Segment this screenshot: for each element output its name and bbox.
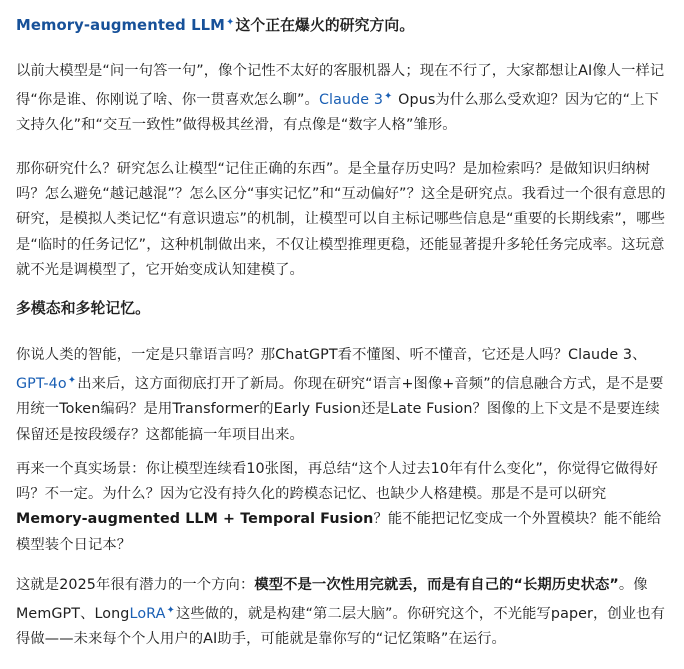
paragraph-text: Opus为什么那么受欢迎？因为它的“上下文持久化”和“交互一致性”做得极其丝滑，有点像是“数字人格”雏形。 [16,92,659,134]
section-heading-multimodal: 多模态和多轮记忆。 [16,300,151,317]
paragraph-text: ？能不能把记忆变成一个外置模块？能不能给模型装个日记本？ [16,511,662,553]
gpt-4o-link[interactable]: GPT-4o [16,376,67,393]
paragraph-text: 这些做的，就是构建“第二层大脑”。你研究这个，不光能写paper，创业也有得做——未来每个个人用户的AI助手，可能就是靠你写的“记忆策略”在运行。 [16,606,665,648]
sparkle-icon: ✦ [225,17,235,28]
claude-3-link[interactable]: Claude 3 [318,92,384,109]
memory-augmented-llm-link[interactable]: Memory-augmented LLM [16,17,225,34]
paragraph-research [16,157,666,283]
section-heading-memory [16,10,414,39]
paragraph-text: 以前大模型是“问一句答一句”，像个记性不太好的客服机器人；现在不行了，大家都想让AI像人一样记得“你是谁、你刚说了啥、你一贯喜欢怎么聊”。 [16,63,665,109]
paragraph-text: 。像MemGPT、Long [16,577,648,623]
sparkle-icon: ✦ [166,605,175,617]
lora-link[interactable]: LoRA [129,606,166,623]
paragraph-text: 这就是2025年很有潜力的一个方向： [16,577,255,593]
paragraph-text: 再来一个真实场景：你让模型连续看10张图，再总结“这个人过去10年有什么变化”，你觉得它做得好吗？不一定。为什么？因为它没有持久化的跨模态记忆、也缺少人格建模。那是不是可以研究 [16,461,659,503]
paragraph-text: 那你研究什么？研究怎么让模型“记住正确的东西”。是全量存历史吗？是加检索吗？是做知识归纳树吗？怎么避免“越记越混”？怎么区分“事实记忆”和“互动偏好”？这全是研究点。我看过一个很有意思的研究，是模拟人类记忆“有意识遗忘”的机制，让模型可以自主标记哪些信息是“重要的长期线索”，哪些是“临时的任务记忆”，这种机制做出来，不仅让模型推理更稳，还能显著提升多轮任务完成率。这玩意就不光是调模型了，它开始变成认知建模了。 [16,161,666,278]
paragraph-direction [16,573,666,653]
sparkle-icon: ✦ [67,375,77,387]
bold-phrase: 模型不是一次性用完就丢，而是有自己的“长期历史状态” [254,577,619,593]
bold-phrase: Memory-augmented LLM + Temporal Fusion [16,511,374,528]
paragraph-intro [16,59,666,139]
paragraph-scenario [16,457,666,558]
paragraph-text: 出来后，这方面彻底打开了新局。你现在研究“语言+图像+音频”的信息融合方式，是不是要用统一Token编码？是用Transformer的Early Fusion还是Late Fusion？图像的上下文是不是要连续保留还是按段缓存？这都能搞一年项目出来。 [16,376,664,443]
heading-text: 这个正在爆火的研究方向。 [235,17,415,34]
paragraph-multimodal [16,343,666,448]
paragraph-text: 你说人类的智能，一定是只靠语言吗？那ChatGPT看不懂图、听不懂音，它还是人吗？Claude 3、 [16,347,647,363]
sparkle-icon: ✦ [384,91,393,103]
